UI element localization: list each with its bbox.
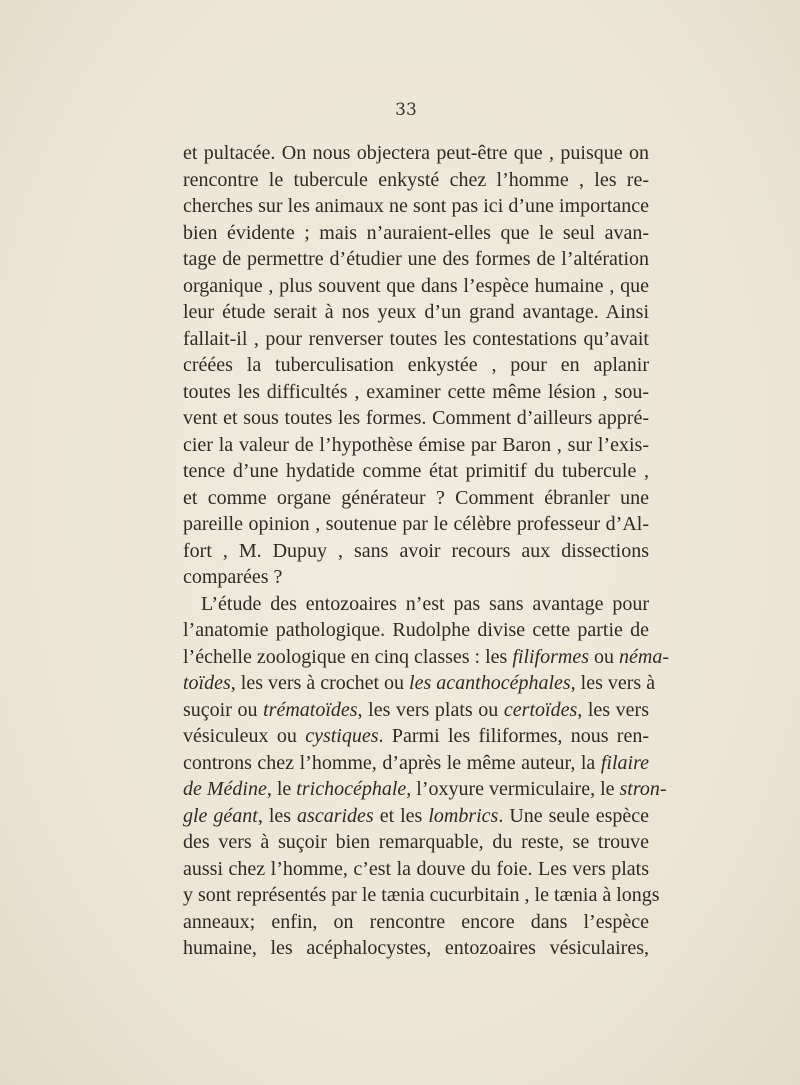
text-segment: vent et sous toutes les formes. Comment d’ailleurs appré- [183, 407, 649, 429]
italic-term: certoïdes [503, 698, 578, 721]
text-segment: cherches sur les animaux ne sont pas ici d’une importance [183, 195, 649, 217]
text-line [183, 697, 649, 724]
text-segment: fallait-il , pour renverser toutes les contestations qu’avait [183, 327, 649, 350]
text-line [183, 273, 649, 300]
text-line [183, 511, 649, 538]
italic-term: stron- [619, 778, 667, 800]
text-segment: vésiculeux ou [183, 725, 306, 747]
italic-term: les acanthocéphales [409, 672, 571, 694]
text-segment: aussi chez l’homme, c’est la douve du foie. Les vers plats [183, 857, 649, 880]
text-line [183, 856, 649, 883]
text-line [183, 193, 649, 220]
text-segment: leur étude serait à nos yeux d’un grand avantage. Ainsi [183, 301, 649, 323]
text-segment: controns chez l’homme, d’après le même auteur, la [183, 751, 601, 774]
text-segment: et pultacée. On nous objectera peut-être que , puisque on [183, 142, 649, 164]
text-line [183, 829, 649, 856]
text-segment: . Parmi les filiformes, nous ren- [378, 725, 650, 747]
text-line [183, 220, 649, 247]
italic-term: cystiques [305, 725, 379, 747]
text-segment: y sont représentés par le tænia cucurbitain , le tænia à longs [183, 884, 660, 906]
text-line [183, 140, 649, 167]
text-segment: , les vers à crochet ou [230, 672, 410, 694]
page-number: 33 [395, 100, 417, 120]
text-line [183, 750, 649, 777]
text-segment: comparées ? [183, 566, 283, 588]
italic-term: filaire [600, 751, 649, 774]
italic-term: lombrics [428, 804, 499, 827]
text-segment: l’anatomie pathologique. Rudolphe divise cette partie de [183, 619, 649, 641]
text-line [183, 167, 649, 194]
text-segment: anneaux; enfin, on rencontre encore dans l’espèce [183, 910, 649, 933]
text-line [183, 405, 649, 432]
text-segment: , le [266, 778, 297, 800]
text-segment: humaine, les acéphalocystes, entozoaires vésiculaires, [183, 937, 649, 959]
italic-term: de Médine [183, 778, 267, 800]
italic-term: ascarides [297, 804, 374, 827]
text-line [183, 803, 649, 830]
body-text [183, 140, 669, 962]
italic-term: filiformes [512, 645, 589, 668]
italic-term: toïdes [183, 672, 231, 694]
italic-term: gle géant [183, 804, 258, 827]
text-line [183, 644, 669, 671]
italic-term: néma- [619, 645, 669, 668]
text-line [183, 909, 649, 936]
text-segment: fort , M. Dupuy , sans avoir recours aux dissections [183, 539, 649, 562]
text-segment: bien évidente ; mais n’auraient-elles que le seul avan- [183, 221, 649, 244]
text-line [183, 432, 649, 459]
text-segment: tage de permettre d’étudier une des formes de l’altération [183, 248, 649, 270]
text-line [183, 379, 649, 406]
text-segment: . Une seule espèce [498, 804, 649, 827]
text-line [183, 564, 649, 591]
text-segment: , les vers [577, 698, 649, 721]
text-segment: rencontre le tubercule enkysté chez l’homme , les re- [183, 168, 649, 191]
text-line [183, 538, 649, 565]
text-line [183, 458, 649, 485]
text-segment: L’étude des entozoaires n’est pas sans avantage pour [201, 592, 649, 615]
text-line [183, 299, 649, 326]
text-line [183, 246, 649, 273]
text-segment: l’échelle zoologique en cinq classes : les [183, 645, 513, 668]
text-segment: tence d’une hydatide comme état primitif du tubercule , [183, 460, 649, 482]
italic-term: trichocéphale [296, 778, 407, 800]
text-segment: suçoir ou [183, 698, 264, 721]
italic-term: trématoïdes [263, 698, 358, 721]
text-segment: , les vers à [570, 672, 656, 694]
text-line [183, 352, 649, 379]
text-segment: , les [257, 804, 298, 827]
text-segment: pareille opinion , soutenue par le célèbre professeur d’Al- [183, 513, 649, 535]
text-segment: et comme organe générateur ? Comment ébranler une [183, 486, 649, 509]
text-line [183, 723, 649, 750]
text-segment: créées la tuberculisation enkystée , pour en aplanir [183, 354, 649, 376]
text-line [183, 326, 649, 353]
text-line [183, 591, 649, 618]
text-line [183, 485, 649, 512]
text-line [183, 882, 660, 909]
text-line [183, 776, 667, 803]
text-segment: ou [589, 645, 619, 668]
text-segment: et les [373, 804, 429, 827]
text-line [183, 670, 656, 697]
text-segment: organique , plus souvent que dans l’espèce humaine , que [183, 274, 649, 297]
text-segment: des vers à suçoir bien remarquable, du reste, se trouve [183, 831, 649, 853]
text-line [183, 935, 649, 962]
text-line [183, 617, 649, 644]
text-segment: , les vers plats ou [357, 698, 504, 721]
text-segment: toutes les difficultés , examiner cette même lésion , sou- [183, 380, 649, 403]
text-segment: cier la valeur de l’hypothèse émise par Baron , sur l’exis- [183, 433, 649, 456]
text-segment: , l’oxyure vermiculaire, le [406, 778, 620, 800]
